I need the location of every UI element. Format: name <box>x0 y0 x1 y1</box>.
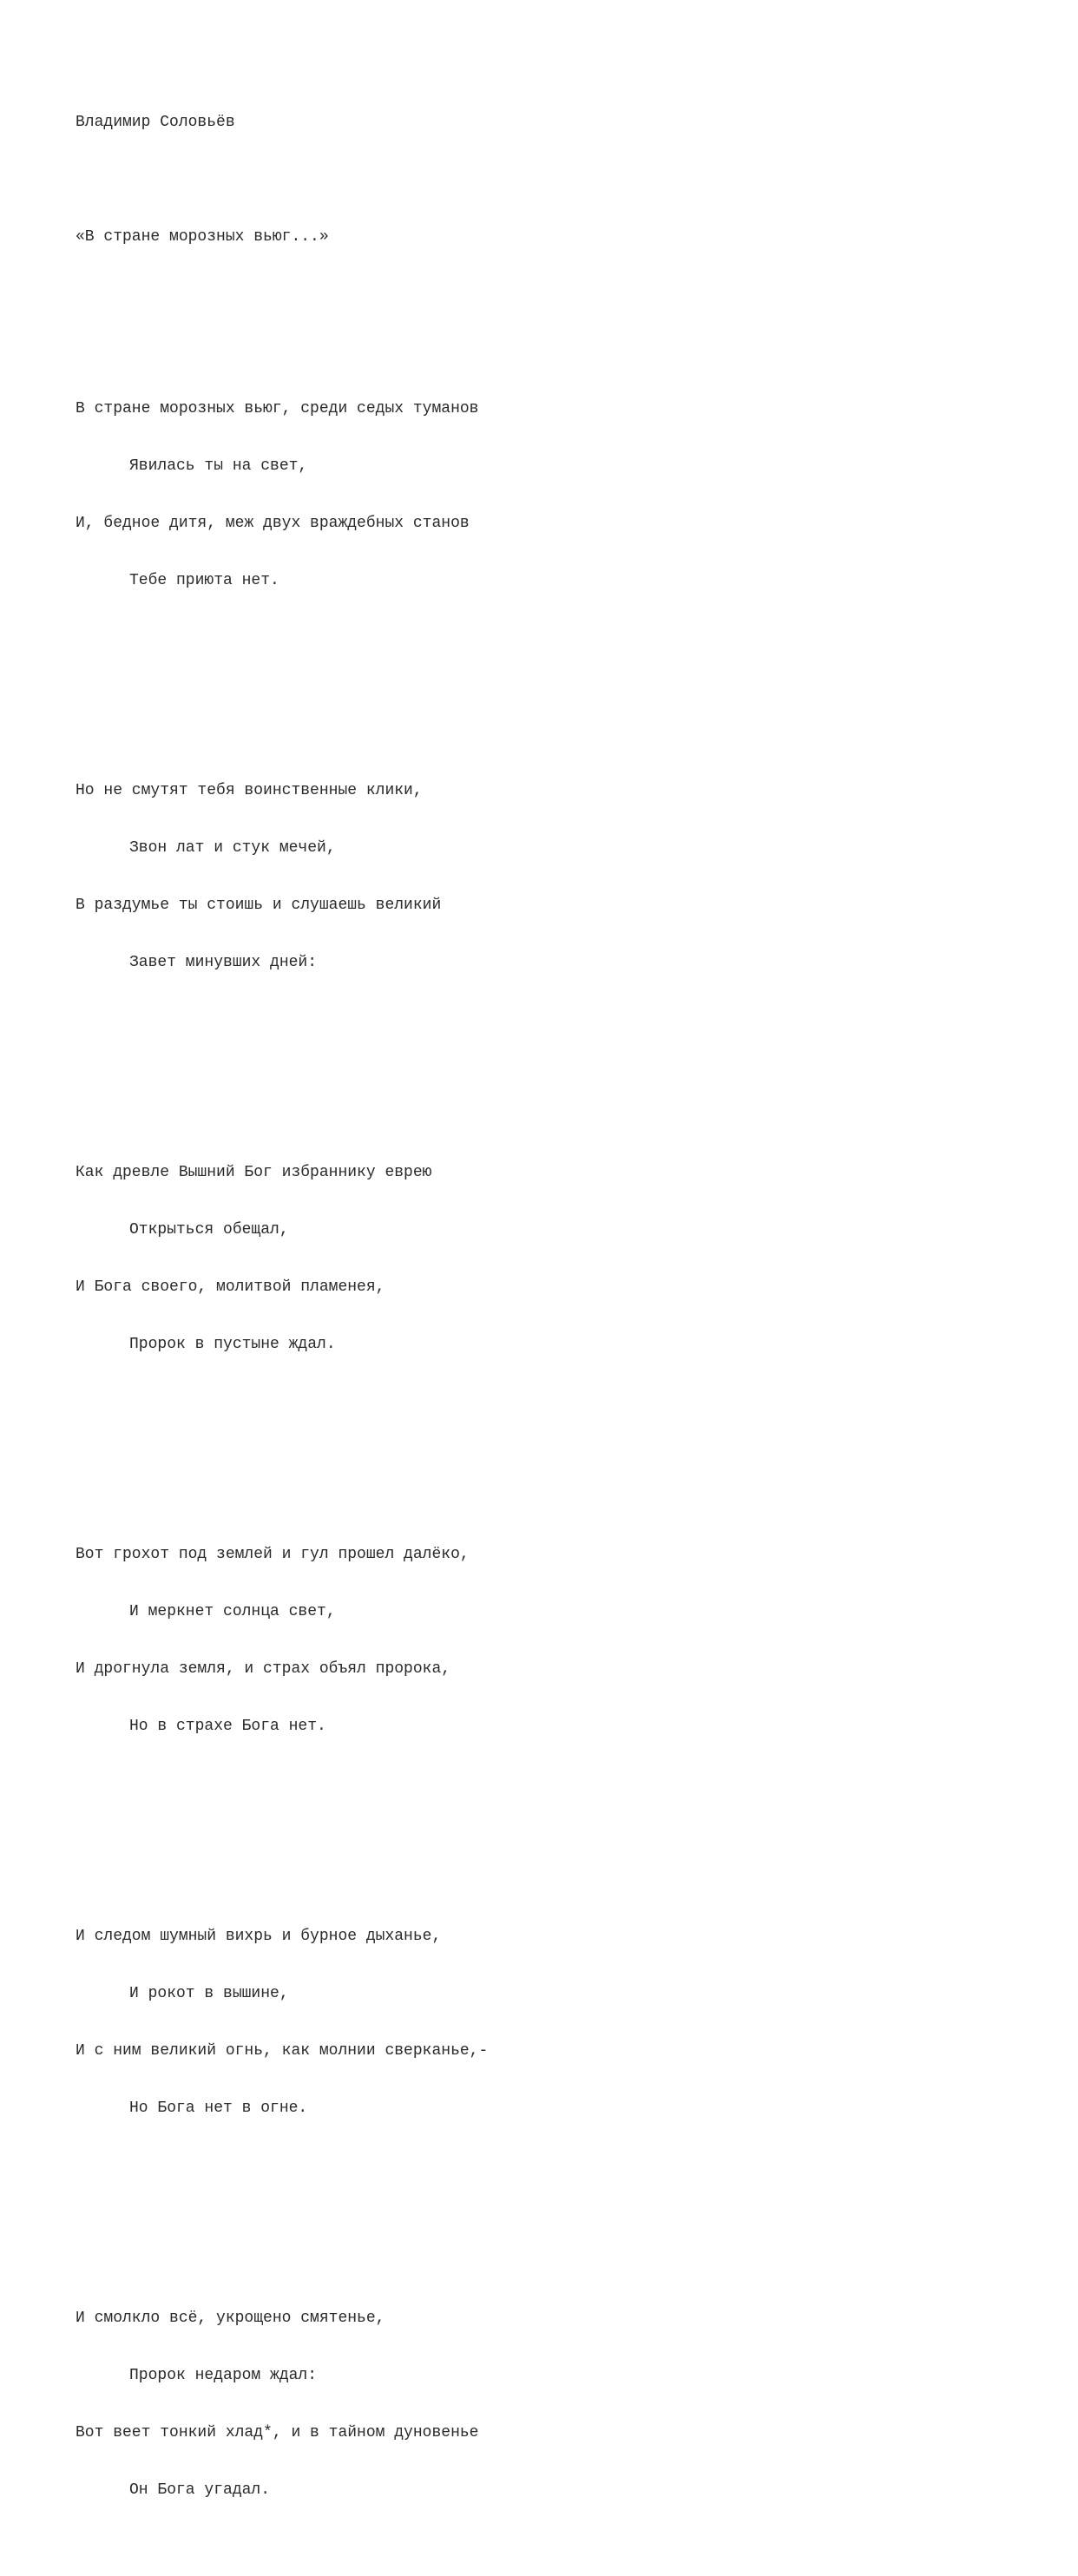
author-name: Владимир Соловьёв <box>76 114 235 131</box>
spacer <box>76 285 488 304</box>
verse-line: Вот грохот под землей и гул прошел далёко, <box>76 1546 470 1563</box>
verse-line: Но Бога нет в огне. <box>129 2100 308 2117</box>
verse-line: И рокот в вышине, <box>129 1985 289 2002</box>
verse-line: Он Бога угадал. <box>129 2481 271 2499</box>
stanza-1 <box>76 361 488 628</box>
stanza-2 <box>76 743 488 1010</box>
poem-title: «В стране морозных вьюг...» <box>76 228 329 246</box>
verse-line: Звон лат и стук мечей, <box>129 839 336 857</box>
spacer <box>76 667 488 686</box>
stanza-6 <box>76 2270 488 2538</box>
stanza-4 <box>76 1507 488 1774</box>
verse-line: Явилась ты на свет, <box>129 457 308 475</box>
verse-line: Открыться обещал, <box>129 1221 289 1239</box>
stanza-3 <box>76 1125 488 1392</box>
spacer <box>76 170 488 189</box>
spacer <box>76 1048 488 1068</box>
verse-line: И следом шумный вихрь и бурное дыханье, <box>76 1928 442 1945</box>
stanza-5 <box>76 1889 488 2156</box>
poem-text <box>76 75 488 2576</box>
verse-line: В стране морозных вьюг, среди седых туманов <box>76 400 479 417</box>
spacer <box>76 2194 488 2213</box>
spacer <box>76 1812 488 1831</box>
verse-line: И меркнет солнца свет, <box>129 1603 336 1620</box>
verse-line: Пророк недаром ждал: <box>129 2367 318 2384</box>
spacer <box>76 1430 488 1449</box>
verse-line: Завет минувших дней: <box>129 954 318 971</box>
verse-line: Как древле Вышний Бог избраннику еврею <box>76 1164 432 1181</box>
verse-line: И смолкло всё, укрощено смятенье, <box>76 2310 385 2327</box>
verse-line: Тебе приюта нет. <box>129 572 279 589</box>
verse-line: Но в страхе Бога нет. <box>129 1718 326 1735</box>
verse-line: И Бога своего, молитвой пламенея, <box>76 1278 385 1296</box>
verse-line: Но не смутят тебя воинственные клики, <box>76 782 423 799</box>
verse-line: Пророк в пустыне ждал. <box>129 1336 336 1353</box>
verse-line: И дрогнула земля, и страх объял пророка, <box>76 1660 451 1678</box>
verse-line: И, бедное дитя, меж двух враждебных станов <box>76 515 470 532</box>
verse-line: Вот веет тонкий хлад*, и в тайном дуновенье <box>76 2424 479 2441</box>
verse-line: В раздумье ты стоишь и слушаешь великий <box>76 897 442 914</box>
verse-line: И с ним великий огнь, как молнии сверканье,- <box>76 2042 489 2060</box>
